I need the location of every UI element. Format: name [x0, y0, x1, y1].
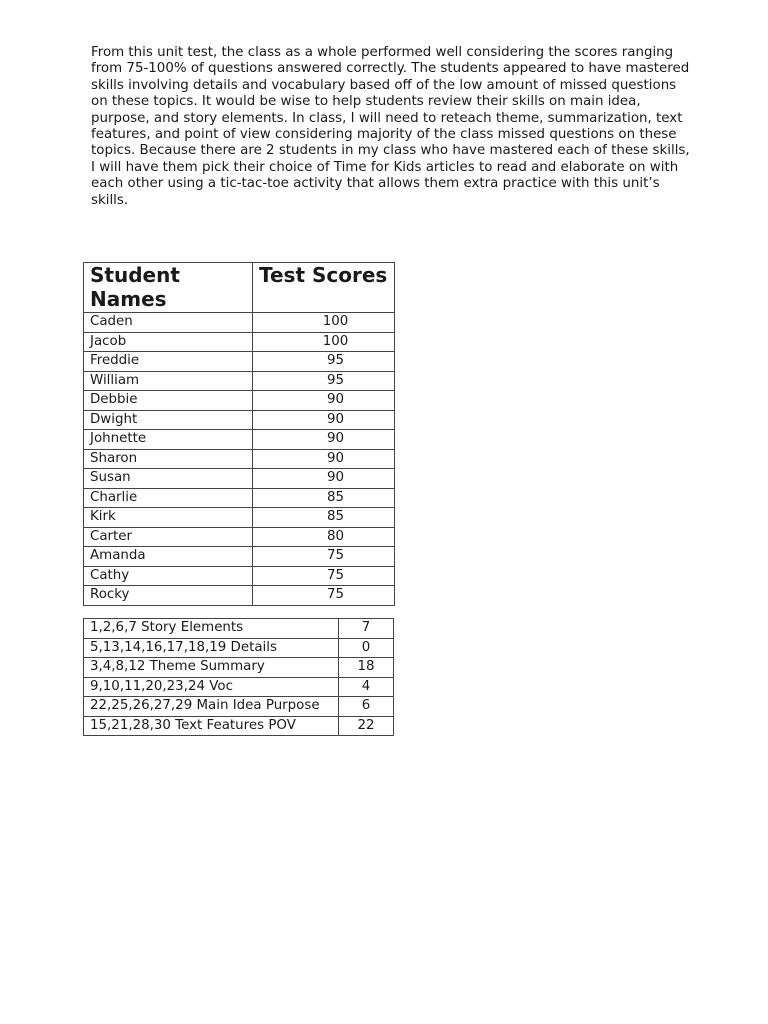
- table-row: [84, 313, 395, 333]
- missed-count-cell: 22: [339, 716, 394, 736]
- table-row: [84, 619, 394, 639]
- student-name-cell: Charlie: [84, 488, 253, 508]
- skill-questions-cell: 9,10,11,20,23,24 Voc: [84, 677, 339, 697]
- test-score-cell: 100: [253, 313, 395, 333]
- student-scores-body: [84, 313, 395, 606]
- column-header-student-names: Student Names: [84, 263, 253, 313]
- table-header-row: [84, 263, 395, 313]
- test-score-cell: 90: [253, 449, 395, 469]
- test-score-cell: 90: [253, 430, 395, 450]
- missed-count-cell: 0: [339, 638, 394, 658]
- test-score-cell: 80: [253, 527, 395, 547]
- student-name-cell: Cathy: [84, 566, 253, 586]
- student-name-cell: Kirk: [84, 508, 253, 528]
- student-name-cell: Jacob: [84, 332, 253, 352]
- table-row: [84, 332, 395, 352]
- table-row: [84, 371, 395, 391]
- test-score-cell: 75: [253, 566, 395, 586]
- table-row: [84, 469, 395, 489]
- test-score-cell: 85: [253, 488, 395, 508]
- test-score-cell: 100: [253, 332, 395, 352]
- skill-questions-cell: 5,13,14,16,17,18,19 Details: [84, 638, 339, 658]
- table-row: [84, 697, 394, 717]
- table-row: [84, 410, 395, 430]
- student-name-cell: Susan: [84, 469, 253, 489]
- student-scores-table: [83, 262, 395, 606]
- skill-questions-cell: 15,21,28,30 Text Features POV: [84, 716, 339, 736]
- table-row: [84, 391, 395, 411]
- skill-questions-cell: 3,4,8,12 Theme Summary: [84, 658, 339, 678]
- test-score-cell: 75: [253, 547, 395, 567]
- student-name-cell: Caden: [84, 313, 253, 333]
- table-row: [84, 449, 395, 469]
- table-row: [84, 677, 394, 697]
- student-name-cell: Debbie: [84, 391, 253, 411]
- table-row: [84, 488, 395, 508]
- column-header-test-scores: Test Scores: [253, 263, 395, 313]
- table-row: [84, 658, 394, 678]
- table-row: [84, 430, 395, 450]
- table-row: [84, 716, 394, 736]
- table-row: [84, 508, 395, 528]
- skills-missed-body: [84, 619, 394, 736]
- skills-missed-table: [83, 618, 394, 736]
- student-name-cell: Freddie: [84, 352, 253, 372]
- missed-count-cell: 4: [339, 677, 394, 697]
- table-row: [84, 352, 395, 372]
- student-name-cell: Sharon: [84, 449, 253, 469]
- test-score-cell: 95: [253, 352, 395, 372]
- table-row: [84, 586, 395, 606]
- test-score-cell: 90: [253, 410, 395, 430]
- student-name-cell: William: [84, 371, 253, 391]
- test-score-cell: 90: [253, 391, 395, 411]
- skill-questions-cell: 1,2,6,7 Story Elements: [84, 619, 339, 639]
- analysis-paragraph: From this unit test, the class as a whole performed well considering the scores ranging from 75-100% of questions answered correctly. The students appeared to have mastered skills involving details and vocabulary based off of the low amount of missed questions on these topics. It would be wise to help students review their skills on main idea, purpose, and story elements. In class, I will need to reteach theme, summarization, text features, and point of view considering majority of the class missed questions on these topics. Because there are 2 students in my class who have mastered each of these skills, I will have them pick their choice of Time for Kids articles to read and elaborate on with each other using a tic-tac-toe activity that allows them extra practice with this unit’s skills.: [91, 45, 690, 208]
- test-score-cell: 75: [253, 586, 395, 606]
- table-row: [84, 566, 395, 586]
- test-score-cell: 90: [253, 469, 395, 489]
- test-score-cell: 85: [253, 508, 395, 528]
- table-row: [84, 547, 395, 567]
- table-row: [84, 527, 395, 547]
- student-name-cell: Johnette: [84, 430, 253, 450]
- missed-count-cell: 6: [339, 697, 394, 717]
- student-name-cell: Carter: [84, 527, 253, 547]
- skill-questions-cell: 22,25,26,27,29 Main Idea Purpose: [84, 697, 339, 717]
- missed-count-cell: 7: [339, 619, 394, 639]
- missed-count-cell: 18: [339, 658, 394, 678]
- table-row: [84, 638, 394, 658]
- test-score-cell: 95: [253, 371, 395, 391]
- student-name-cell: Amanda: [84, 547, 253, 567]
- student-name-cell: Rocky: [84, 586, 253, 606]
- student-name-cell: Dwight: [84, 410, 253, 430]
